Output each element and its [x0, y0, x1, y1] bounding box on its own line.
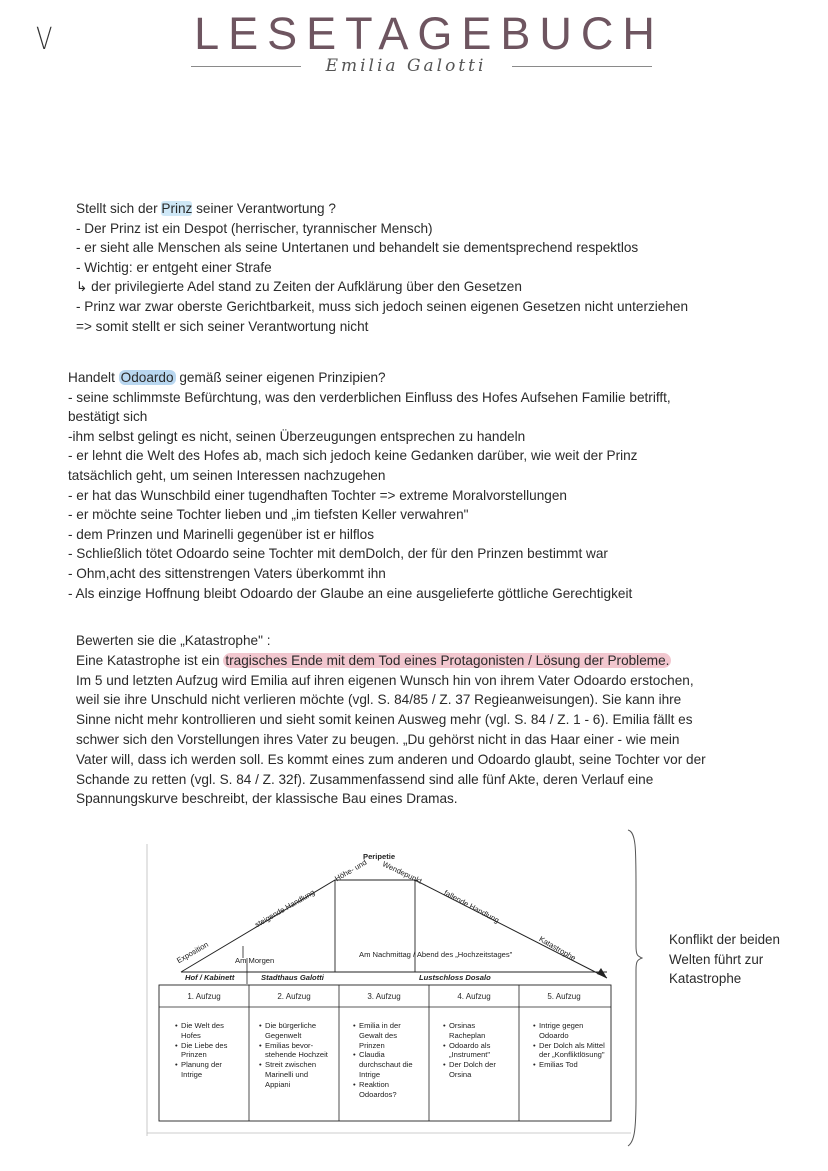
act-4-content [443, 1021, 513, 1080]
act-2-label: 2. Aufzug [277, 992, 311, 1001]
text-line: Eine Katastrophe ist ein tragisches Ende mit dem Tod eines Protagonisten / Lösung der Probleme. [76, 652, 670, 668]
text-line: - er lehnt die Welt des Hofes ab, mach sich jedoch keine Gedanken darüber, wie weit der Prinz [68, 448, 638, 464]
text-line: - Als einzige Hoffnung bleibt Odoardo der Glaube an eine ausgelieferte göttliche Gerechtigkeit [68, 585, 633, 601]
list-item: • Die Liebe des Prinzen [175, 1041, 245, 1061]
section-question: Bewerten sie die „Katastrophe" : [76, 633, 271, 648]
text-line: ↳ der privilegierte Adel stand zu Zeiten der Aufklärung über den Gesetzen [76, 279, 522, 295]
label-hoehe: Höhe- und [333, 857, 369, 884]
text-line: - er hat das Wunschbild einer tugendhaften Tochter => extreme Moralvorstellungen [68, 487, 567, 503]
list-item: • Streit zwischen Marinelli und Appiani [259, 1060, 329, 1089]
section-katastrophe [76, 631, 706, 809]
act-3-content [353, 1021, 419, 1099]
margin-mark: V [36, 22, 53, 57]
text-line: tatsächlich geht, um seinen Interessen nachzugehen [68, 467, 386, 483]
label-peripetie: Peripetie [363, 852, 396, 861]
act-1-content [175, 1021, 245, 1080]
text-line: - er möchte seine Tochter lieben und „im tiefsten Keller verwahren" [68, 507, 469, 523]
text-line: - er sieht alle Menschen als seine Untertanen und behandelt sie dementsprechend respektlos [76, 240, 639, 256]
text-line: Schande zu retten (vgl. S. 84 / Z. 32f). Zusammenfassend sind alle fünf Akte, deren Verlauf eine [76, 771, 654, 787]
text-line: - Wichtig: er entgeht einer Strafe [76, 259, 272, 275]
list-item: • Emilias Tod [533, 1060, 605, 1070]
side-note-line: Welten führt zur [669, 951, 764, 967]
label-am-morgen: Am Morgen [235, 956, 275, 965]
highlight-prinz: Prinz [161, 201, 193, 216]
act-4-label: 4. Aufzug [457, 992, 491, 1001]
section-prinz [76, 199, 688, 336]
text-line: - Prinz war zwar oberste Gerichtbarkeit, muss sich jedoch seinen eigenen Gesetzen nicht unterziehen [76, 298, 689, 314]
text-line: Vater will, dass ich werden soll. Es kommt eines zum anderen und Odoardo glaubt, seine Tochter vor der [76, 751, 706, 767]
act-1-label: 1. Aufzug [187, 992, 221, 1001]
label-steigende-handlung: steigende Handlung [253, 887, 317, 930]
text-line: Im 5 und letzten Aufzug wird Emilia auf ihren eigenen Wunsch hin von ihrem Vater Odoardo erstochen, [76, 672, 694, 688]
section-odoardo [68, 368, 671, 603]
side-note-line: Konflikt der beiden [669, 932, 780, 947]
list-item: • Der Dolch als Mittel der „Konfliktlösung" [533, 1041, 605, 1061]
label-wendepunkt: Wendepunkt [381, 859, 424, 886]
list-item: • Planung der Intrige [175, 1060, 245, 1080]
list-item: • Die bürgerliche Gegenwelt [259, 1021, 329, 1041]
text-line: weil sie ihre Unschuld nicht verlieren möchte (vgl. S. 84/85 / Z. 37 Regieanweisungen). Sie kann ihre [76, 692, 682, 708]
text-line: Sinne nicht mehr kontrollieren und sieht somit keinen Ausweg mehr (vgl. S. 84 / Z. 1 - 6). Emilia fällt es [76, 712, 693, 728]
text-line: - Ohm,acht des sittenstrengen Vaters überkommt ihn [68, 565, 386, 581]
location-stadthaus: Stadthaus Galotti [261, 973, 324, 982]
text-line: schwer sich den Vorstellungen ihres Vater zu beugen. „Du gehörst nicht in das Haar einer - wie mein [76, 731, 680, 747]
page-subtitle: Emilia Galotti [325, 56, 487, 76]
side-note-line: Katastrophe [669, 971, 742, 987]
list-item: • Reaktion Odoardos? [353, 1080, 419, 1100]
title-rule-left [191, 66, 301, 67]
list-item: • Claudia durchschaut die Intrige [353, 1050, 419, 1079]
act-5-label: 5. Aufzug [547, 992, 581, 1001]
act-3-label: 3. Aufzug [367, 992, 401, 1001]
label-katastrophe: Katastrophe [537, 934, 578, 963]
label-am-nachmittag: Am Nachmittag / Abend des „Hochzeitstages" [359, 950, 513, 959]
highlight-definition: tragisches Ende mit dem Tod eines Protagonisten / Lösung der Probleme. [225, 652, 670, 668]
section-question: Handelt Odoardo gemäß seiner eigenen Prinzipien? [68, 370, 386, 385]
list-item: • Emilia in der Gewalt des Prinzen [353, 1021, 419, 1050]
page-title: LESETAGEBUCH [194, 8, 664, 59]
text-line: - Der Prinz ist ein Despot (herrischer, tyrannischer Mensch) [76, 220, 433, 236]
act-2-content [259, 1021, 329, 1090]
list-item: • Der Dolch der Orsina [443, 1060, 513, 1080]
text-line: -ihm selbst gelingt es nicht, seinen Überzeugungen entsprechen zu handeln [68, 428, 526, 444]
curly-brace-icon [626, 828, 646, 1148]
list-item: • Orsinas Racheplan [443, 1021, 513, 1041]
highlight-odoardo: Odoardo [120, 370, 174, 385]
location-lustschloss: Lustschloss Dosalo [419, 973, 491, 982]
list-item: • Intrige gegen Odoardo [533, 1021, 605, 1041]
text-line: => somit stellt er sich seiner Verantwortung nicht [76, 318, 369, 334]
list-item: • Odoardo als „Instrument" [443, 1041, 513, 1061]
list-item: • Die Welt des Hofes [175, 1021, 245, 1041]
title-rule-right [512, 66, 652, 67]
text-line: - Schließlich tötet Odoardo seine Tochter mit demDolch, der für den Prinzen bestimmt war [68, 546, 608, 562]
text-line: - seine schlimmste Befürchtung, was den verderblichen Einfluss des Hofes Aufsehen Familie betrifft, [68, 389, 671, 405]
list-item: • Emilias bevor-stehende Hochzeit [259, 1041, 329, 1061]
section-question: Stellt sich der Prinz seiner Verantwortung ? [76, 201, 336, 216]
label-fallende-handlung: fallende Handlung [442, 888, 501, 925]
side-note [669, 930, 780, 989]
text-line: bestätigt sich [68, 409, 148, 425]
text-line: Spannungskurve beschreibt, der klassische Bau eines Dramas. [76, 791, 458, 807]
label-exposition: Exposition [175, 939, 210, 966]
location-hof: Hof / Kabinett [185, 973, 235, 982]
drama-structure-diagram [145, 840, 631, 1136]
act-5-content [533, 1021, 605, 1070]
text-line: - dem Prinzen und Marinelli gegenüber ist er hilflos [68, 526, 375, 542]
